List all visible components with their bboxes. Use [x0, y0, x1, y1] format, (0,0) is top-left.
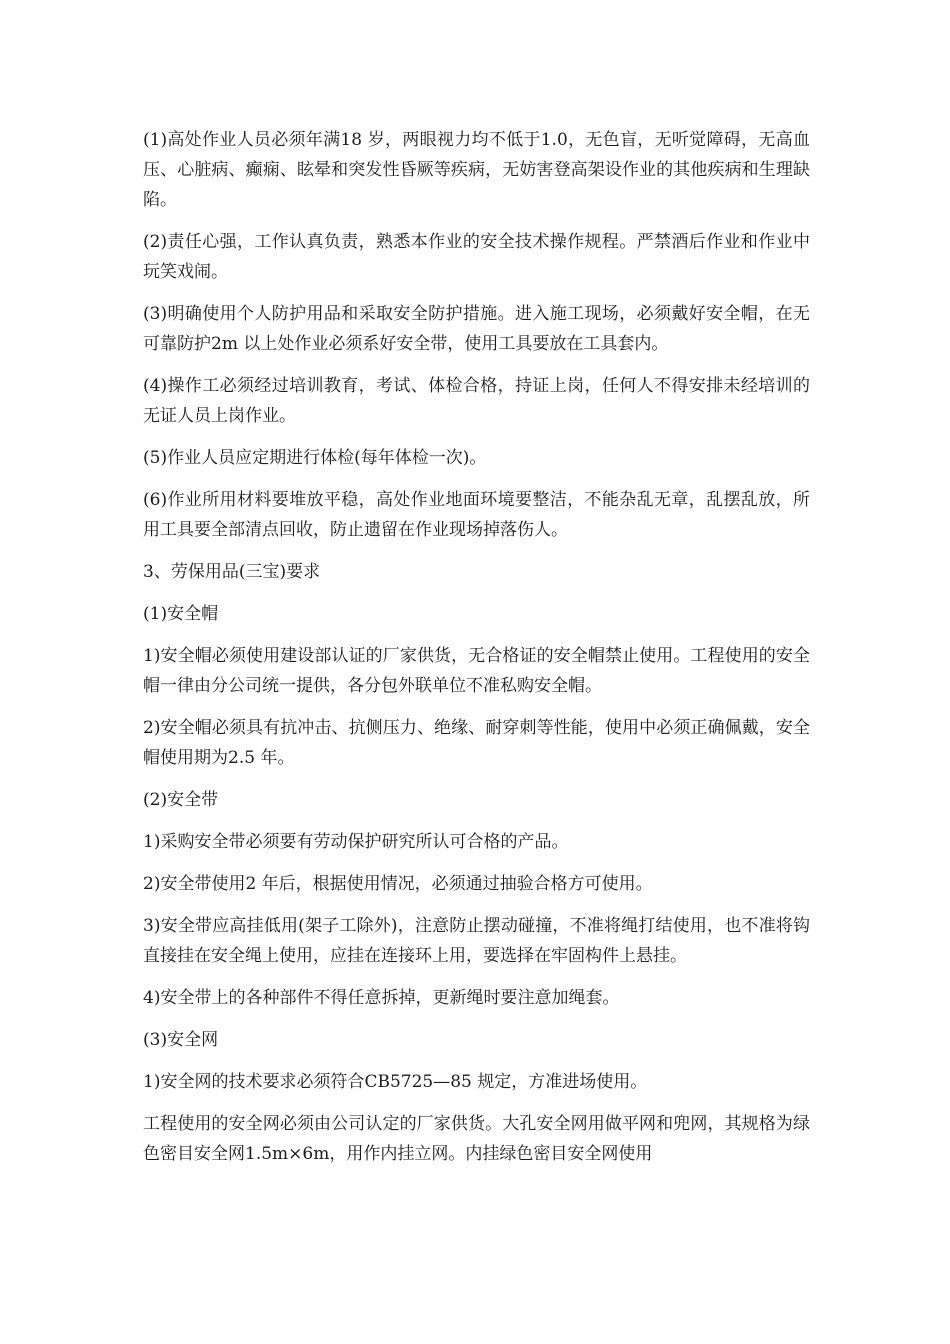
subheading-safety-helmet: (1)安全帽 [143, 604, 219, 624]
paragraph-belt-inspection: 2)安全带使用2 年后，根据使用情况，必须通过抽验合格方可使用。 [143, 874, 653, 894]
paragraph-belt-purchase: 1)采购安全带必须要有劳动保护研究所认可合格的产品。 [143, 832, 569, 852]
section-heading-ppe: 3、劳保用品(三宝)要求 [143, 562, 321, 582]
paragraph-height-work-age: (1)高处作业人员必须年满18 岁，两眼视力均不低于1.0，无色盲，无听觉障碍，无高血压、心脏病、癫痫、眩晕和突发性昏厥等疾病，无妨害登高架设作业的其他疾病和生理缺陷。 [143, 130, 810, 210]
subheading-safety-belt: (2)安全带 [143, 790, 219, 810]
subheading-safety-net: (3)安全网 [143, 1030, 219, 1050]
document-page [143, 125, 810, 1181]
paragraph-belt-parts: 4)安全带上的各种部件不得任意拆掉，更新绳时要注意加绳套。 [143, 988, 620, 1008]
paragraph-training: (4)操作工必须经过培训教育，考试、体检合格，持证上岗，任何人不得安排未经培训的无证人员上岗作业。 [143, 376, 810, 426]
paragraph-belt-usage: 3)安全带应高挂低用(架子工除外)，注意防止摆动碰撞，不准将绳打结使用，也不准将钩直接挂在安全绳上使用，应挂在连接环上用，要选择在牢固构件上悬挂。 [143, 916, 810, 966]
paragraph-health-check: (5)作业人员应定期进行体检(每年体检一次)。 [143, 448, 487, 468]
paragraph-responsibility: (2)责任心强，工作认真负责，熟悉本作业的安全技术操作规程。严禁酒后作业和作业中玩笑戏闹。 [143, 232, 810, 282]
paragraph-net-supply: 工程使用的安全网必须由公司认定的厂家供货。大孔安全网用做平网和兜网，其规格为绿色密目安全网1.5m×6m，用作内挂立网。内挂绿色密目安全网使用 [143, 1114, 810, 1164]
paragraph-protective-equipment: (3)明确使用个人防护用品和采取安全防护措施。进入施工现场，必须戴好安全帽，在无可靠防护2m 以上处作业必须系好安全带，使用工具要放在工具套内。 [143, 304, 810, 354]
paragraph-helmet-performance: 2)安全帽必须具有抗冲击、抗侧压力、绝缘、耐穿刺等性能，使用中必须正确佩戴，安全帽使用期为2.5 年。 [143, 718, 810, 768]
paragraph-net-standard: 1)安全网的技术要求必须符合CB5725—85 规定，方准进场使用。 [143, 1072, 648, 1092]
paragraph-helmet-supply: 1)安全帽必须使用建设部认证的厂家供货，无合格证的安全帽禁止使用。工程使用的安全帽一律由分公司统一提供，各分包外联单位不准私购安全帽。 [143, 646, 810, 696]
paragraph-materials: (6)作业所用材料要堆放平稳，高处作业地面环境要整洁，不能杂乱无章，乱摆乱放，所用工具要全部清点回收，防止遗留在作业现场掉落伤人。 [143, 490, 810, 540]
